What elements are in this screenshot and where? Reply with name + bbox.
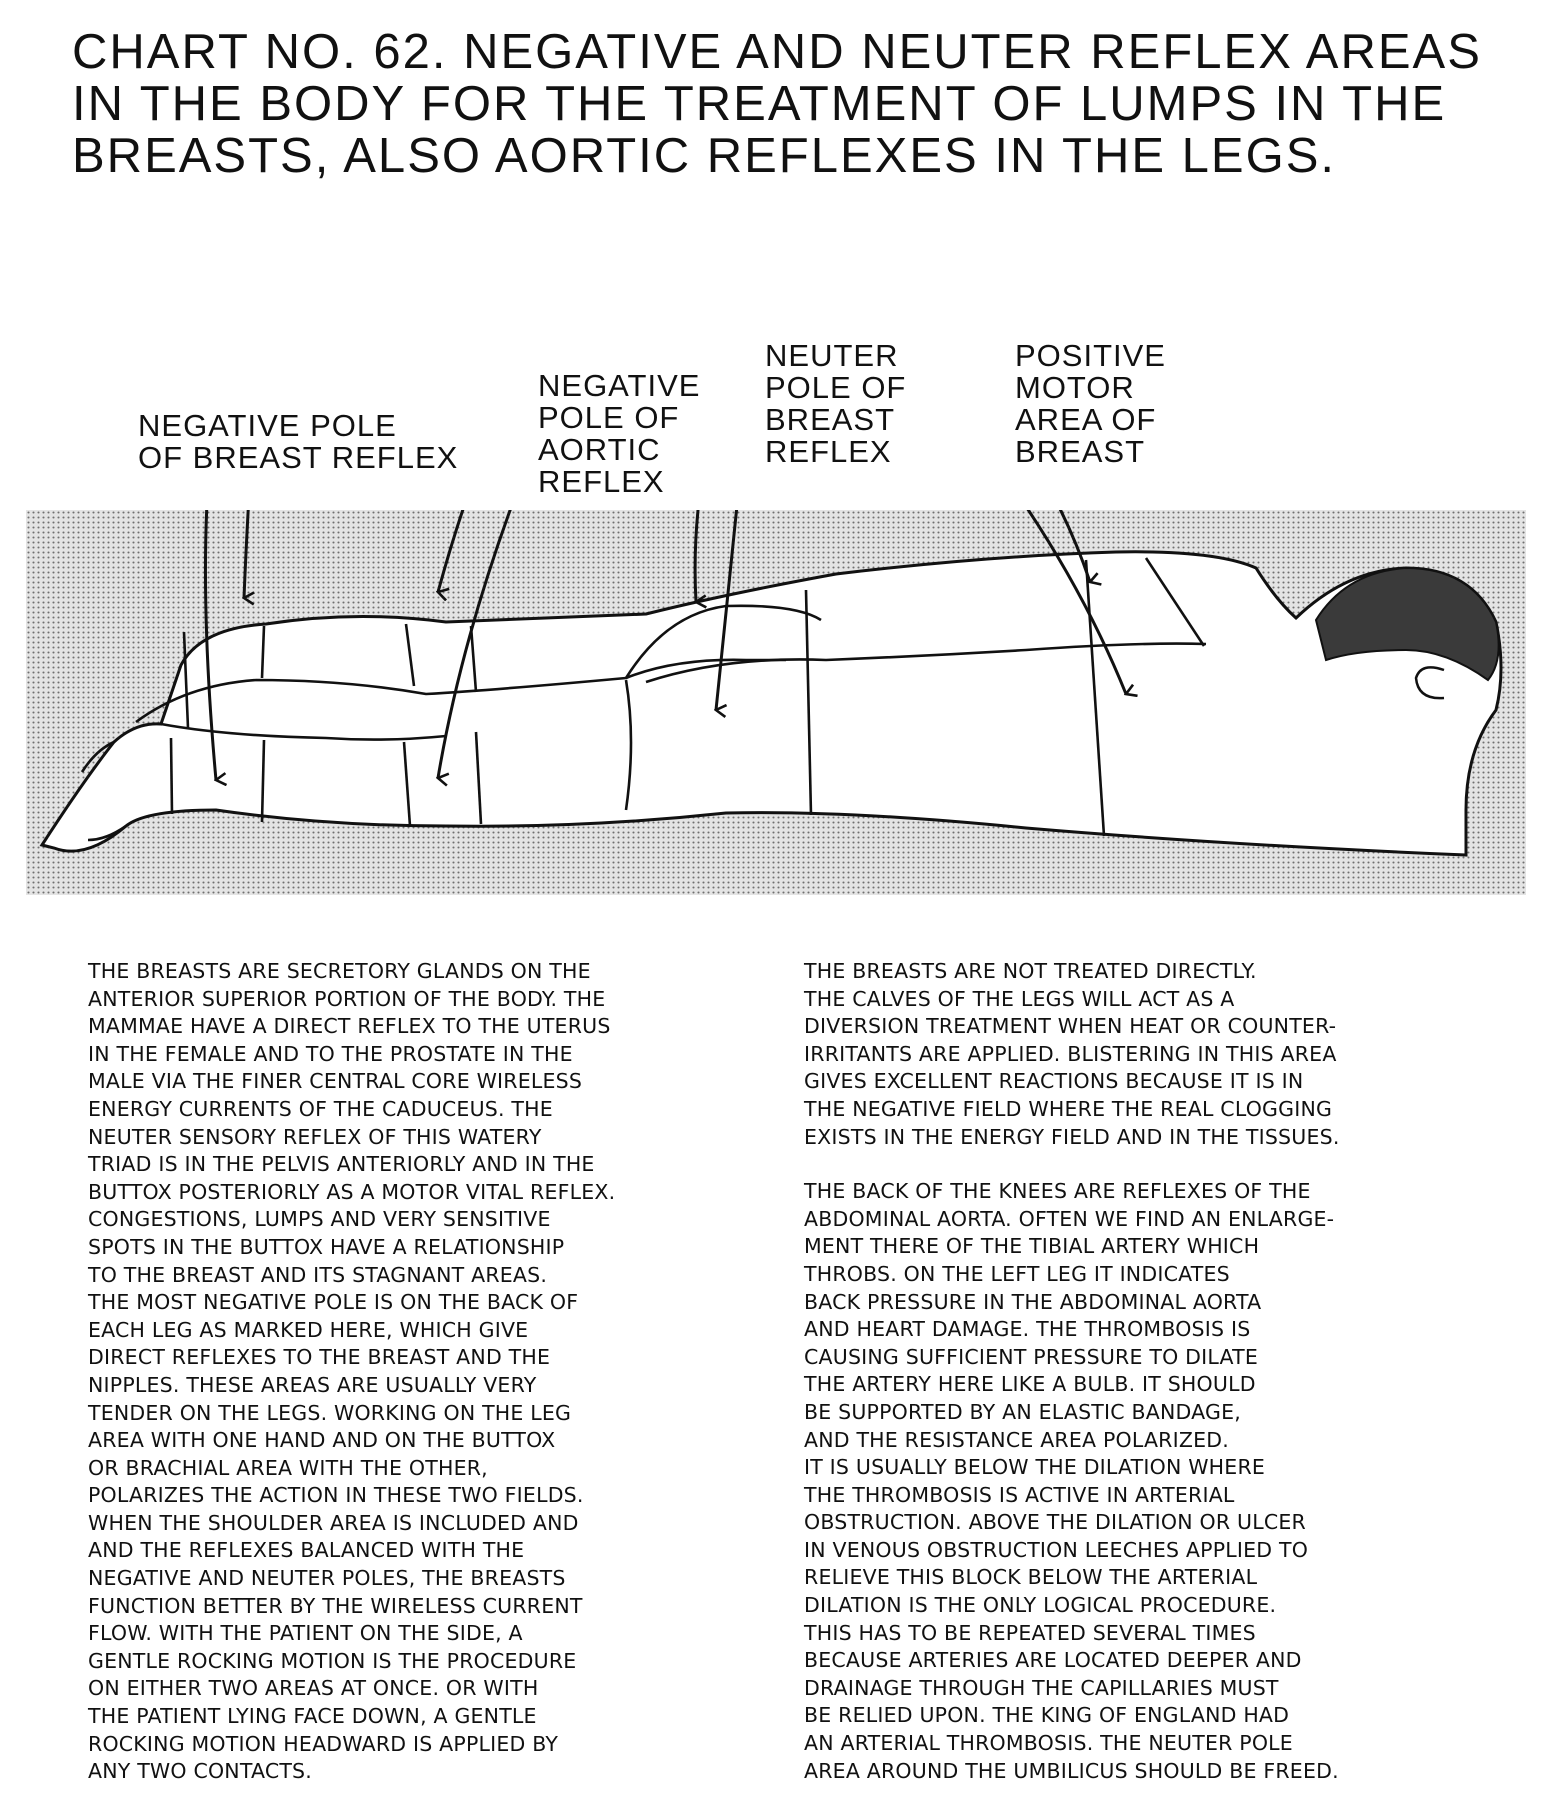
text-line: POLARIZES THE ACTION IN THESE TWO FIELDS. [88, 1483, 584, 1508]
text-line: AND THE REFLEXES BALANCED WITH THE [88, 1538, 525, 1563]
text-line: CONGESTIONS, LUMPS AND VERY SENSITIVE [88, 1207, 551, 1232]
text-line: MAMMAE HAVE A DIRECT REFLEX TO THE UTERUS [88, 1014, 611, 1039]
text-line: BECAUSE ARTERIES ARE LOCATED DEEPER AND [804, 1648, 1302, 1673]
text-line: SPOTS IN THE BUTTOX HAVE A RELATIONSHIP [88, 1234, 565, 1259]
text-line: BUTTOX POSTERIORLY AS A MOTOR VITAL REFLEX. [88, 1179, 616, 1204]
text-line: THE MOST NEGATIVE POLE IS ON THE BACK OF [88, 1290, 579, 1315]
text-line: ABDOMINAL AORTA. OFTEN WE FIND AN ENLARGE- [804, 1206, 1335, 1231]
text-line: THE PATIENT LYING FACE DOWN, A GENTLE [88, 1704, 537, 1729]
text-line: DIVERSION TREATMENT WHEN HEAT OR COUNTER- [804, 1014, 1337, 1039]
label-line: NEGATIVE [538, 368, 701, 403]
text-line: TO THE BREAST AND ITS STAGNANT AREAS. [88, 1262, 548, 1287]
text-line: THE BREASTS ARE NOT TREATED DIRECTLY. [804, 959, 1257, 983]
text-line: BACK PRESSURE IN THE ABDOMINAL AORTA [804, 1289, 1262, 1314]
text-line: THE ARTERY HERE LIKE A BULB. IT SHOULD [804, 1372, 1256, 1397]
text-line: FUNCTION BETTER BY THE WIRELESS CURRENT [88, 1593, 583, 1618]
text-line: CAUSING SUFFICIENT PRESSURE TO DILATE [804, 1344, 1258, 1369]
text-line: ON EITHER TWO AREAS AT ONCE. OR WITH [88, 1676, 539, 1701]
text-line: TRIAD IS IN THE PELVIS ANTERIORLY AND IN THE [88, 1152, 595, 1177]
label-line: POSITIVE [1015, 338, 1166, 373]
text-line: BE SUPPORTED BY AN ELASTIC BANDAGE, [804, 1399, 1241, 1424]
label-line: AORTIC [538, 432, 661, 467]
label-line: BREAST [1015, 434, 1146, 469]
text-line: OBSTRUCTION. ABOVE THE DILATION OR ULCER [804, 1510, 1306, 1535]
label-neuter-pole-breast-reflex [765, 340, 906, 468]
text-line: THE BREASTS ARE SECRETORY GLANDS ON THE [88, 959, 591, 983]
label-line: NEUTER [765, 338, 899, 373]
text-line: ANY TWO CONTACTS. [88, 1759, 312, 1784]
label-line: REFLEX [538, 464, 665, 499]
text-line: EACH LEG AS MARKED HERE, WHICH GIVE [88, 1317, 529, 1342]
label-line: MOTOR [1015, 370, 1135, 405]
title-line: CHART NO. 62. NEGATIVE AND NEUTER REFLEX AREAS [72, 25, 1482, 79]
text-line: GENTLE ROCKING MOTION IS THE PROCEDURE [88, 1648, 577, 1673]
text-line: IRRITANTS ARE APPLIED. BLISTERING IN THIS AREA [804, 1041, 1337, 1066]
text-line: IN THE FEMALE AND TO THE PROSTATE IN THE [88, 1041, 573, 1066]
text-line: GIVES EXCELLENT REACTIONS BECAUSE IT IS IN [804, 1069, 1304, 1094]
text-line: THIS HAS TO BE REPEATED SEVERAL TIMES [804, 1620, 1256, 1645]
text-line: NEGATIVE AND NEUTER POLES, THE BREASTS [88, 1566, 566, 1591]
chart-title [72, 26, 1502, 182]
text-line: MALE VIA THE FINER CENTRAL CORE WIRELESS [88, 1069, 583, 1094]
text-line: THE NEGATIVE FIELD WHERE THE REAL CLOGGING [804, 1096, 1333, 1121]
text-line: AREA AROUND THE UMBILICUS SHOULD BE FREED. [804, 1758, 1339, 1783]
title-line: IN THE BODY FOR THE TREATMENT OF LUMPS IN THE [72, 77, 1447, 131]
text-line: TENDER ON THE LEGS. WORKING ON THE LEG [88, 1400, 572, 1425]
text-line: RELIEVE THIS BLOCK BELOW THE ARTERIAL [804, 1565, 1258, 1590]
text-line: ENERGY CURRENTS OF THE CADUCEUS. THE [88, 1096, 553, 1121]
label-positive-motor-area-breast [1015, 340, 1166, 468]
text-line: DILATION IS THE ONLY LOGICAL PROCEDURE. [804, 1593, 1277, 1618]
paragraph-gap [804, 1151, 1340, 1178]
text-line: OR BRACHIAL AREA WITH THE OTHER, [88, 1455, 488, 1480]
text-column-left [88, 958, 615, 1786]
label-line: AREA OF [1015, 402, 1157, 437]
label-line: REFLEX [765, 434, 892, 469]
text-column-right [804, 958, 1340, 1785]
text-line: DRAINAGE THROUGH THE CAPILLARIES MUST [804, 1675, 1279, 1700]
text-line: IN VENOUS OBSTRUCTION LEECHES APPLIED TO [804, 1537, 1309, 1562]
body-illustration [26, 510, 1526, 895]
text-line: THE BACK OF THE KNEES ARE REFLEXES OF THE [804, 1179, 1311, 1204]
text-line: BE RELIED UPON. THE KING OF ENGLAND HAD [804, 1703, 1290, 1728]
label-negative-pole-aortic-reflex [538, 370, 700, 498]
text-line: AND THE RESISTANCE AREA POLARIZED. [804, 1427, 1229, 1452]
label-line: OF BREAST REFLEX [138, 440, 459, 475]
text-line: DIRECT REFLEXES TO THE BREAST AND THE [88, 1345, 551, 1370]
text-line: AN ARTERIAL THROMBOSIS. THE NEUTER POLE [804, 1731, 1293, 1756]
text-line: MENT THERE OF THE TIBIAL ARTERY WHICH [804, 1234, 1260, 1259]
text-line: AND HEART DAMAGE. THE THROMBOSIS IS [804, 1317, 1251, 1342]
text-line: THE THROMBOSIS IS ACTIVE IN ARTERIAL [804, 1482, 1235, 1507]
text-line: NIPPLES. THESE AREAS ARE USUALLY VERY [88, 1372, 537, 1397]
title-line: BREASTS, ALSO AORTIC REFLEXES IN THE LEGS. [72, 129, 1337, 183]
label-line: NEGATIVE POLE [138, 408, 397, 443]
text-line: IT IS USUALLY BELOW THE DILATION WHERE [804, 1455, 1266, 1480]
text-line: WHEN THE SHOULDER AREA IS INCLUDED AND [88, 1510, 579, 1535]
label-line: POLE OF [765, 370, 907, 405]
text-line: THE CALVES OF THE LEGS WILL ACT AS A [804, 986, 1235, 1011]
label-line: POLE OF [538, 400, 680, 435]
text-line: ANTERIOR SUPERIOR PORTION OF THE BODY. THE [88, 986, 606, 1011]
text-line: AREA WITH ONE HAND AND ON THE BUTTOX [88, 1428, 556, 1453]
text-line: FLOW. WITH THE PATIENT ON THE SIDE, A [88, 1621, 523, 1646]
label-negative-pole-breast-reflex [138, 410, 458, 474]
text-line: NEUTER SENSORY REFLEX OF THIS WATERY [88, 1124, 542, 1149]
label-line: BREAST [765, 402, 896, 437]
text-line: ROCKING MOTION HEADWARD IS APPLIED BY [88, 1731, 559, 1756]
text-line: THROBS. ON THE LEFT LEG IT INDICATES [804, 1261, 1230, 1286]
text-line: EXISTS IN THE ENERGY FIELD AND IN THE TISSUES. [804, 1124, 1340, 1149]
